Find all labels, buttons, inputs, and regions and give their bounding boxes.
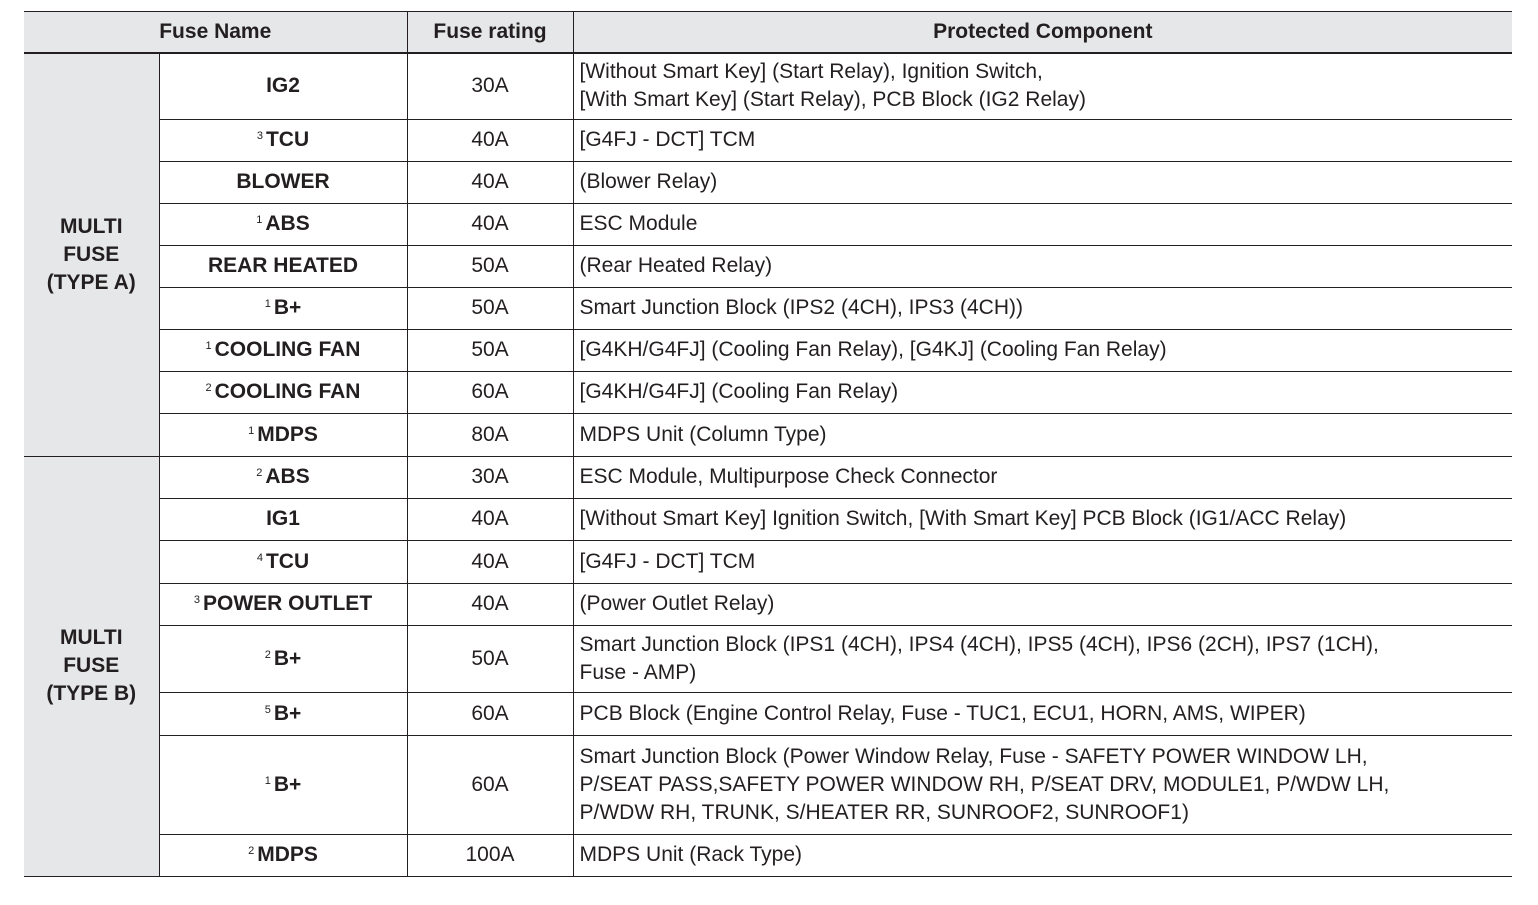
protected-component-line: [Without Smart Key] (Start Relay), Ignition Switch, [579, 60, 1043, 84]
table-row [24, 735, 1512, 834]
group-label-line: FUSE [63, 654, 120, 677]
protected-component [573, 692, 1512, 735]
fuse-rating: 40A [407, 119, 573, 161]
footnote-marker: 3 [256, 130, 263, 142]
fuse-rating: 40A [407, 203, 573, 245]
table-row [24, 834, 1512, 876]
fuse-name: COOLING FAN [214, 380, 361, 403]
table-row [24, 203, 1512, 245]
fuse-name-cell [159, 498, 407, 540]
protected-component [573, 287, 1512, 329]
protected-component-line: [With Smart Key] (Start Relay), PCB Block (IG2 Relay) [579, 88, 1086, 112]
fuse-name-cell [159, 456, 407, 498]
table-row [24, 161, 1512, 203]
header-fuse-name: Fuse Name [24, 12, 407, 54]
fuse-name: REAR HEATED [207, 254, 359, 277]
fuse-name-cell [159, 119, 407, 161]
protected-component-line: Smart Junction Block (IPS2 (4CH), IPS3 (4CH)) [579, 296, 1023, 319]
protected-component [573, 203, 1512, 245]
group-label [24, 456, 159, 876]
fuse-rating: 40A [407, 583, 573, 625]
protected-component [573, 53, 1512, 119]
protected-component [573, 735, 1512, 834]
fuse-rating: 30A [407, 456, 573, 498]
fuse-rating: 100A [407, 834, 573, 876]
fuse-name-cell [159, 625, 407, 692]
group-label-line: MULTI [59, 626, 123, 649]
fuse-name-cell [159, 53, 407, 119]
fuse-table [24, 11, 1512, 877]
fuse-name-cell [159, 834, 407, 876]
protected-component-line: PCB Block (Engine Control Relay, Fuse - TUC1, ECU1, HORN, AMS, WIPER) [579, 701, 1306, 725]
protected-component-line: [G4FJ - DCT] TCM [579, 549, 756, 573]
fuse-name-cell [159, 161, 407, 203]
table-row [24, 540, 1512, 583]
table-header [24, 12, 1512, 54]
protected-component-line: ESC Module [579, 212, 698, 235]
table-row [24, 53, 1512, 119]
group-label [24, 53, 159, 456]
table-row [24, 371, 1512, 413]
protected-component-line: MDPS Unit (Column Type) [579, 422, 827, 446]
fuse-name: MDPS [257, 843, 318, 866]
fuse-rating: 60A [407, 692, 573, 735]
fuse-name: MDPS [257, 422, 318, 446]
protected-component [573, 245, 1512, 287]
fuse-name: TCU [265, 549, 310, 573]
footnote-marker: 1 [248, 424, 255, 437]
protected-component-line: P/SEAT PASS,SAFETY POWER WINDOW RH, P/SEAT DRV, MODULE1, P/WDW LH, [579, 772, 1390, 796]
table-row [24, 498, 1512, 540]
fuse-name-cell [159, 583, 407, 625]
footnote-marker: 1 [205, 340, 212, 352]
fuse-name: B+ [273, 701, 302, 725]
fuse-rating: 50A [407, 625, 573, 692]
header-protected-component: Protected Component [573, 12, 1512, 54]
fuse-name: COOLING FAN [214, 338, 361, 361]
footnote-marker: 4 [256, 551, 263, 564]
protected-component-line: (Power Outlet Relay) [579, 592, 775, 615]
group-label-line: (TYPE B) [46, 682, 137, 705]
table-row [24, 413, 1512, 456]
table-row [24, 245, 1512, 287]
fuse-name-cell [159, 692, 407, 735]
fuse-rating: 60A [407, 735, 573, 834]
fuse-name: ABS [265, 465, 310, 488]
protected-component-line: (Blower Relay) [579, 170, 718, 193]
protected-component [573, 119, 1512, 161]
fuse-rating: 40A [407, 540, 573, 583]
fuse-rating: 50A [407, 245, 573, 287]
footnote-marker: 3 [193, 594, 200, 606]
table-row [24, 625, 1512, 692]
header-fuse-rating: Fuse rating [407, 12, 573, 54]
group-label-line: (TYPE A) [46, 270, 136, 294]
protected-component [573, 540, 1512, 583]
fuse-name-cell [159, 540, 407, 583]
protected-component [573, 498, 1512, 540]
protected-component [573, 583, 1512, 625]
protected-component-line: MDPS Unit (Rack Type) [579, 843, 803, 866]
table-body [24, 53, 1512, 876]
footnote-marker: 2 [248, 845, 255, 857]
table-row [24, 119, 1512, 161]
protected-component-line: ESC Module, Multipurpose Check Connector [579, 465, 998, 488]
fuse-rating: 50A [407, 329, 573, 371]
fuse-name-cell [159, 245, 407, 287]
fuse-rating: 80A [407, 413, 573, 456]
table-row [24, 583, 1512, 625]
header-row [24, 12, 1512, 54]
fuse-name-cell [159, 413, 407, 456]
fuse-name: B+ [273, 772, 302, 796]
footnote-marker: 2 [205, 382, 212, 394]
protected-component [573, 413, 1512, 456]
fuse-name-cell [159, 287, 407, 329]
fuse-name: B+ [273, 296, 302, 319]
footnote-marker: 2 [256, 467, 263, 479]
table-row [24, 692, 1512, 735]
footnote-marker: 1 [264, 298, 271, 310]
protected-component-line: Smart Junction Block (Power Window Relay, Fuse - SAFETY POWER WINDOW LH, [579, 744, 1368, 768]
protected-component [573, 625, 1512, 692]
fuse-name: IG1 [266, 507, 300, 530]
footnote-marker: 1 [264, 774, 271, 787]
group-label-line: FUSE [63, 242, 120, 266]
fuse-name-cell [159, 203, 407, 245]
fuse-name: POWER OUTLET [202, 592, 373, 615]
protected-component-line: [G4FJ - DCT] TCM [579, 128, 756, 151]
fuse-name: IG2 [266, 74, 300, 98]
footnote-marker: 5 [264, 703, 271, 716]
protected-component [573, 456, 1512, 498]
footnote-marker: 1 [256, 214, 263, 226]
table-row [24, 329, 1512, 371]
fuse-name-cell [159, 371, 407, 413]
fuse-name-cell [159, 329, 407, 371]
fuse-name: ABS [265, 212, 310, 235]
group-label-line: MULTI [59, 214, 123, 238]
protected-component-line: P/WDW RH, TRUNK, S/HEATER RR, SUNROOF2, SUNROOF1) [579, 800, 1189, 824]
table-row [24, 456, 1512, 498]
fuse-rating: 30A [407, 53, 573, 119]
fuse-rating: 40A [407, 161, 573, 203]
protected-component-line: [G4KH/G4FJ] (Cooling Fan Relay) [579, 380, 899, 403]
protected-component-line: [G4KH/G4FJ] (Cooling Fan Relay), [G4KJ] (Cooling Fan Relay) [579, 338, 1167, 361]
fuse-rating: 50A [407, 287, 573, 329]
protected-component [573, 834, 1512, 876]
fuse-rating: 40A [407, 498, 573, 540]
fuse-name: TCU [265, 128, 310, 151]
table-row [24, 287, 1512, 329]
fuse-name: BLOWER [236, 170, 330, 193]
footnote-marker: 2 [264, 648, 271, 661]
protected-component-line: [Without Smart Key] Ignition Switch, [With Smart Key] PCB Block (IG1/ACC Relay) [579, 507, 1347, 530]
protected-component [573, 371, 1512, 413]
protected-component-line: Smart Junction Block (IPS1 (4CH), IPS4 (4CH), IPS5 (4CH), IPS6 (2CH), IPS7 (1CH), [579, 632, 1379, 656]
fuse-name: B+ [273, 646, 302, 670]
protected-component [573, 329, 1512, 371]
protected-component [573, 161, 1512, 203]
protected-component-line: Fuse - AMP) [579, 660, 697, 684]
protected-component-line: (Rear Heated Relay) [579, 254, 773, 277]
fuse-rating: 60A [407, 371, 573, 413]
fuse-name-cell [159, 735, 407, 834]
